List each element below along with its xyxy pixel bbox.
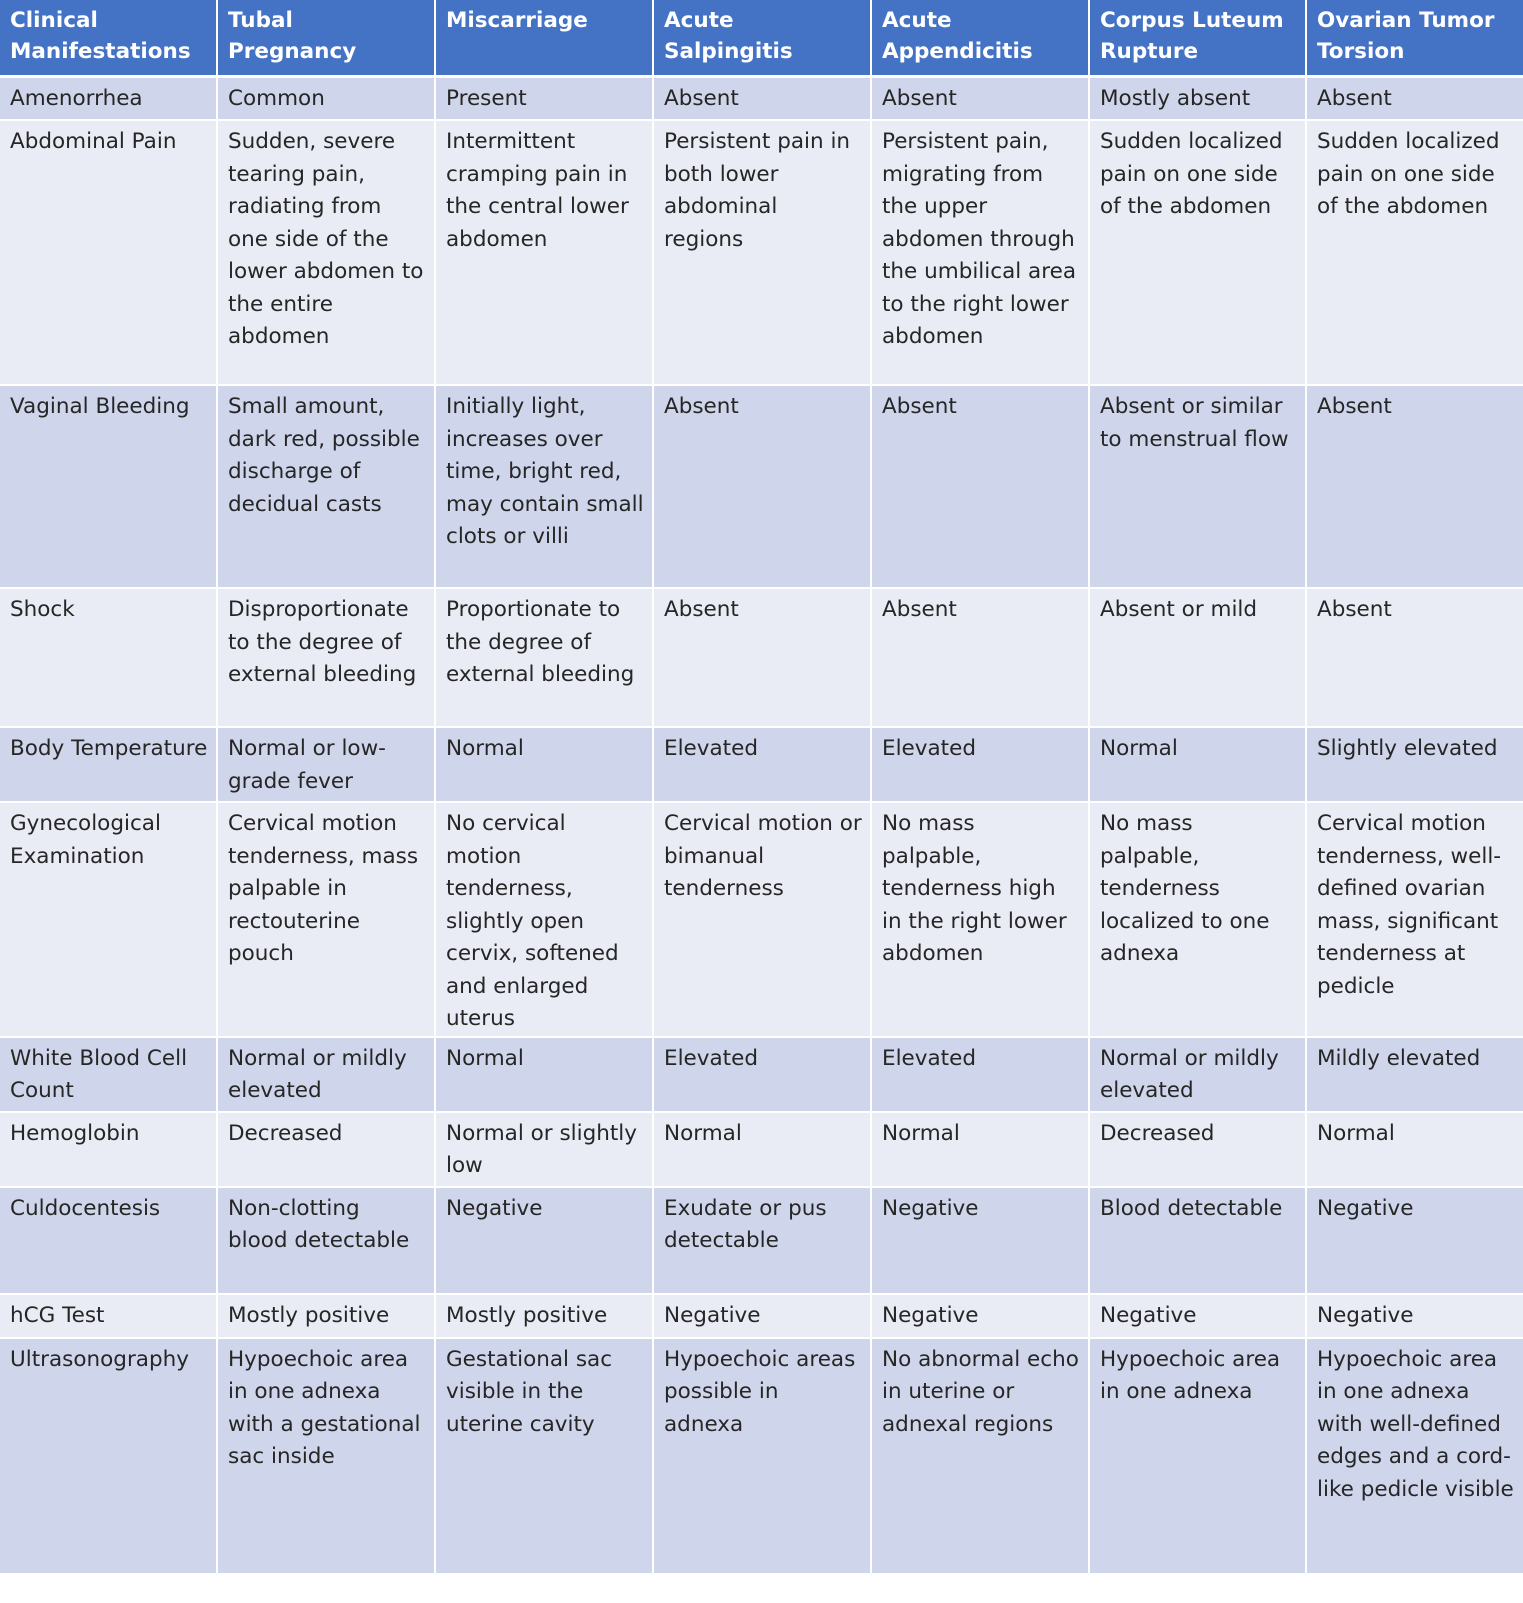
table-cell: Elevated <box>871 1037 1089 1112</box>
table-cell: No mass palpable, tenderness high in the right lower abdomen <box>871 802 1089 1037</box>
row-label-cell: Culdocentesis <box>0 1187 217 1294</box>
table-cell: Absent or similar to menstrual flow <box>1089 385 1306 588</box>
table-cell: Negative <box>1306 1187 1523 1294</box>
table-cell: Sudden localized pain on one side of the abdomen <box>1089 120 1306 385</box>
table-row-white-blood-cell-count <box>0 1037 1523 1112</box>
table-row-hemoglobin <box>0 1112 1523 1187</box>
row-label-cell: Hemoglobin <box>0 1112 217 1187</box>
table-cell: Proportionate to the degree of external bleeding <box>435 588 653 727</box>
table-row-abdominal-pain <box>0 120 1523 385</box>
table-cell: Absent <box>1306 385 1523 588</box>
row-label-cell: Amenorrhea <box>0 76 217 120</box>
table-cell: Negative <box>1306 1294 1523 1338</box>
table-cell: Absent <box>653 588 871 727</box>
row-label-cell: Gynecological Examination <box>0 802 217 1037</box>
header-acute-salpingitis: Acute Salpingitis <box>653 0 871 76</box>
table-cell: Mostly positive <box>435 1294 653 1338</box>
table-cell: Mostly absent <box>1089 76 1306 120</box>
header-tubal-pregnancy: Tubal Pregnancy <box>217 0 435 76</box>
table-cell: Disproportionate to the degree of external bleeding <box>217 588 435 727</box>
table-cell: Hypoechoic area in one adnexa <box>1089 1338 1306 1574</box>
table-cell: Exudate or pus detectable <box>653 1187 871 1294</box>
row-label-cell: Body Temperature <box>0 727 217 802</box>
table-cell: Non-clotting blood detectable <box>217 1187 435 1294</box>
table-cell: Normal or mildly elevated <box>217 1037 435 1112</box>
table-cell: Common <box>217 76 435 120</box>
table-cell: Cervical motion or bimanual tenderness <box>653 802 871 1037</box>
table-cell: Initially light, increases over time, bright red, may contain small clots or villi <box>435 385 653 588</box>
table-cell: No abnormal echo in uterine or adnexal regions <box>871 1338 1089 1574</box>
table-cell: Negative <box>435 1187 653 1294</box>
table-cell: Persistent pain, migrating from the upper abdomen through the umbilical area to the right lower abdomen <box>871 120 1089 385</box>
table-cell: Normal or mildly elevated <box>1089 1037 1306 1112</box>
table-cell: No mass palpable, tenderness localized to one adnexa <box>1089 802 1306 1037</box>
row-label-cell: hCG Test <box>0 1294 217 1338</box>
table-cell: Elevated <box>871 727 1089 802</box>
table-cell: Elevated <box>653 727 871 802</box>
table-cell: Normal <box>435 727 653 802</box>
header-acute-appendicitis: Acute Appendicitis <box>871 0 1089 76</box>
table-cell: Slightly elevated <box>1306 727 1523 802</box>
table-row-culdocentesis <box>0 1187 1523 1294</box>
table-cell: Absent <box>871 385 1089 588</box>
table-cell: Normal <box>653 1112 871 1187</box>
table-header <box>0 0 1523 76</box>
table-cell: Normal <box>1089 727 1306 802</box>
table-cell: Sudden, severe tearing pain, radiating from one side of the lower abdomen to the entire abdomen <box>217 120 435 385</box>
table-row-ultrasonography <box>0 1338 1523 1574</box>
table-body <box>0 76 1523 1574</box>
table-row-shock <box>0 588 1523 727</box>
table-cell: Absent or mild <box>1089 588 1306 727</box>
row-label-cell: Abdominal Pain <box>0 120 217 385</box>
table-cell: Cervical motion tenderness, mass palpable in rectouterine pouch <box>217 802 435 1037</box>
table-cell: Persistent pain in both lower abdominal regions <box>653 120 871 385</box>
table-cell: Intermittent cramping pain in the central lower abdomen <box>435 120 653 385</box>
table-cell: Negative <box>653 1294 871 1338</box>
table-cell: Absent <box>653 385 871 588</box>
table-cell: Absent <box>871 76 1089 120</box>
table-cell: No cervical motion tenderness, slightly open cervix, softened and enlarged uterus <box>435 802 653 1037</box>
header-miscarriage: Miscarriage <box>435 0 653 76</box>
table-cell: Gestational sac visible in the uterine cavity <box>435 1338 653 1574</box>
table-row-gynecological-examination <box>0 802 1523 1037</box>
table-cell: Absent <box>1306 76 1523 120</box>
table-cell: Mildly elevated <box>1306 1037 1523 1112</box>
table-cell: Normal <box>871 1112 1089 1187</box>
table-cell: Normal <box>435 1037 653 1112</box>
table-cell: Sudden localized pain on one side of the abdomen <box>1306 120 1523 385</box>
table-cell: Decreased <box>217 1112 435 1187</box>
table-row-body-temperature <box>0 727 1523 802</box>
row-label-cell: Shock <box>0 588 217 727</box>
header-clinical-manifestations: Clinical Manifestations <box>0 0 217 76</box>
row-label-cell: Ultrasonography <box>0 1338 217 1574</box>
row-label-cell: White Blood Cell Count <box>0 1037 217 1112</box>
table-cell: Present <box>435 76 653 120</box>
table-row-hcg-test <box>0 1294 1523 1338</box>
table-cell: Normal <box>1306 1112 1523 1187</box>
table-cell: Absent <box>871 588 1089 727</box>
table-cell: Hypoechoic area in one adnexa with a gestational sac inside <box>217 1338 435 1574</box>
table-cell: Decreased <box>1089 1112 1306 1187</box>
table-cell: Negative <box>1089 1294 1306 1338</box>
table-cell: Mostly positive <box>217 1294 435 1338</box>
row-label-cell: Vaginal Bleeding <box>0 385 217 588</box>
table-cell: Normal or slightly low <box>435 1112 653 1187</box>
table-cell: Elevated <box>653 1037 871 1112</box>
table-cell: Hypoechoic area in one adnexa with well-defined edges and a cord-like pedicle visible <box>1306 1338 1523 1574</box>
header-ovarian-tumor-torsion: Ovarian Tumor Torsion <box>1306 0 1523 76</box>
table-cell: Absent <box>653 76 871 120</box>
header-corpus-luteum-rupture: Corpus Luteum Rupture <box>1089 0 1306 76</box>
table-cell: Cervical motion tenderness, well-defined ovarian mass, significant tenderness at pedicle <box>1306 802 1523 1037</box>
table-row-vaginal-bleeding <box>0 385 1523 588</box>
table-row-amenorrhea <box>0 76 1523 120</box>
table-cell: Negative <box>871 1294 1089 1338</box>
table-cell: Small amount, dark red, possible discharge of decidual casts <box>217 385 435 588</box>
table-cell: Absent <box>1306 588 1523 727</box>
table-cell: Blood detectable <box>1089 1187 1306 1294</box>
table-cell: Negative <box>871 1187 1089 1294</box>
table-cell: Hypoechoic areas possible in adnexa <box>653 1338 871 1574</box>
table-cell: Normal or low-grade fever <box>217 727 435 802</box>
header-row <box>0 0 1523 76</box>
